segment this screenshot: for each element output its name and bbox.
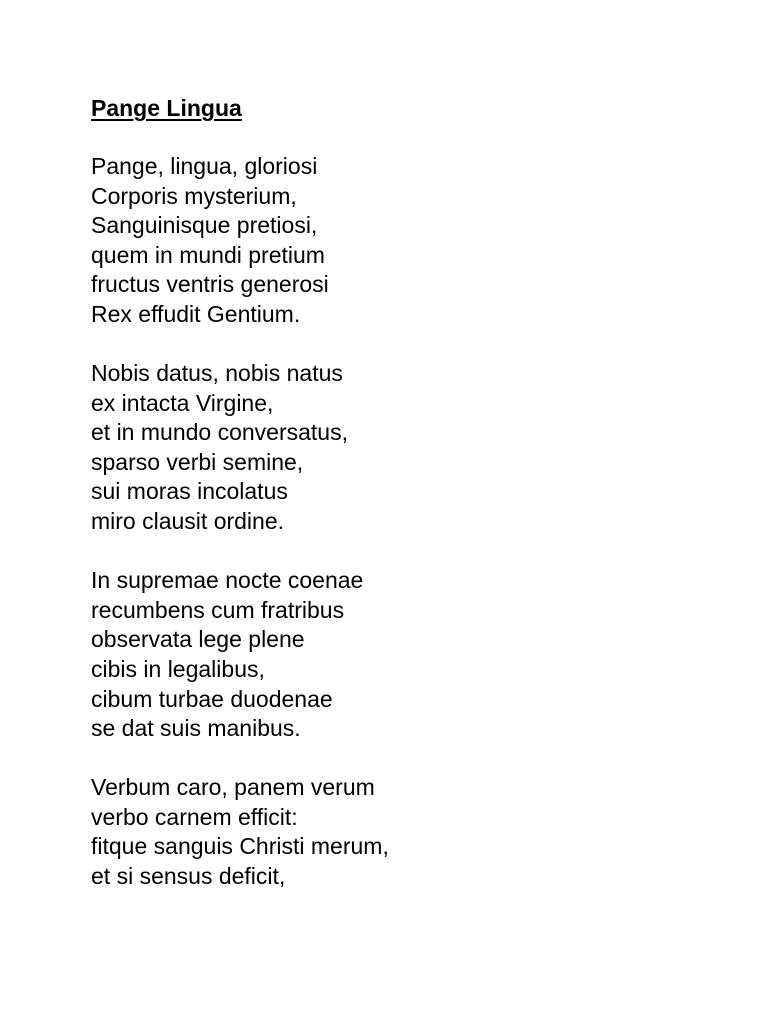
verse-line: quem in mundi pretium xyxy=(91,241,325,268)
verse-line: verbo carnem efficit: xyxy=(91,803,298,830)
stanza-3 xyxy=(91,566,711,744)
verse-line: et si sensus deficit, xyxy=(91,862,286,889)
verse-line: miro clausit ordine. xyxy=(91,508,285,535)
verse-line: se dat suis manibus. xyxy=(91,715,301,742)
verse-line: Verbum caro, panem verum xyxy=(91,774,375,801)
stanza-1 xyxy=(91,152,711,330)
verse-line: cibis in legalibus, xyxy=(91,655,265,682)
verse-line: sui moras incolatus xyxy=(91,478,288,505)
verse-line: Nobis datus, nobis natus xyxy=(91,360,343,387)
verse-line: Pange, lingua, gloriosi xyxy=(91,153,318,179)
verse-line: et in mundo conversatus, xyxy=(91,419,348,446)
verse-line: Sanguinisque pretiosi, xyxy=(91,212,318,239)
verse-line: cibum turbae duodenae xyxy=(91,685,333,712)
verse-line: fructus ventris generosi xyxy=(91,271,329,298)
verse-line: fitque sanguis Christi merum, xyxy=(91,833,389,860)
verse-line: observata lege plene xyxy=(91,626,305,653)
verse-line: In supremae nocte coenae xyxy=(91,567,364,594)
stanza-4 xyxy=(91,773,711,891)
verse-line: recumbens cum fratribus xyxy=(91,596,345,623)
verse-line: Rex effudit Gentium. xyxy=(91,300,301,327)
verse-line: Corporis mysterium, xyxy=(91,182,297,209)
stanza-2 xyxy=(91,359,711,537)
document-body xyxy=(91,93,711,921)
document-title: Pange Lingua xyxy=(91,95,242,121)
verse-line: sparso verbi semine, xyxy=(91,448,304,475)
verse-line: ex intacta Virgine, xyxy=(91,389,274,416)
